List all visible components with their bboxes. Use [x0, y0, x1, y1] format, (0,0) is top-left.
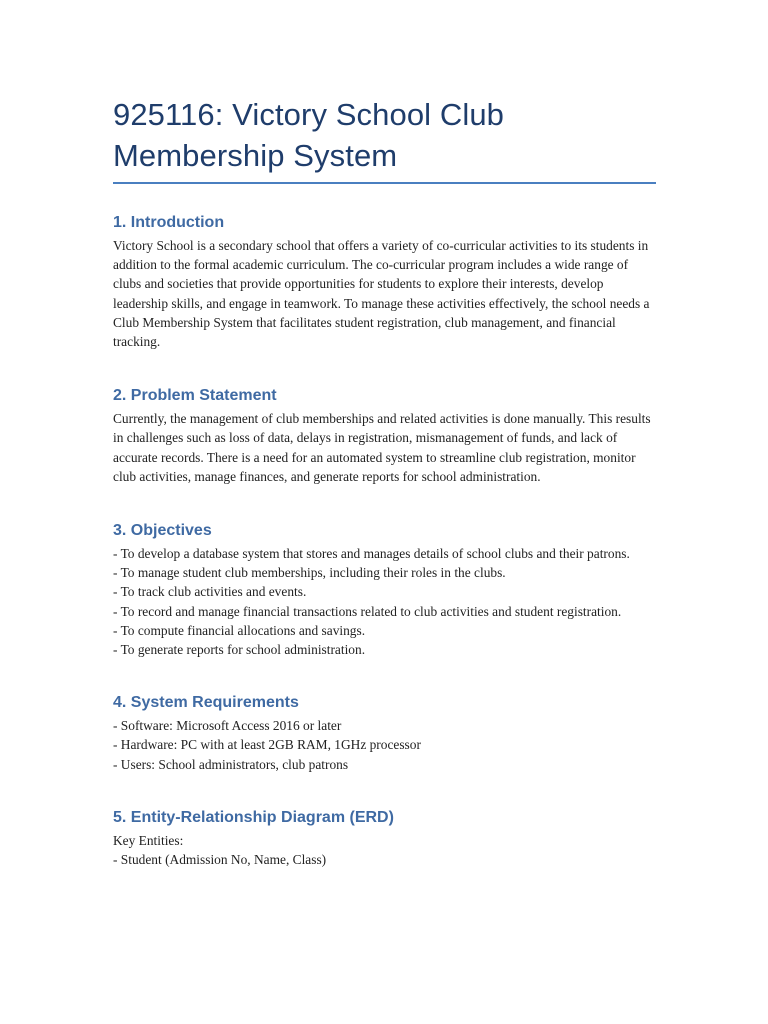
document-title: 925116: Victory School Club Membership System: [113, 97, 505, 173]
section-heading-system-requirements: 4. System Requirements: [113, 694, 299, 712]
section-erd: [113, 808, 656, 869]
requirement-item: - Software: Microsoft Access 2016 or later: [113, 718, 342, 734]
objective-item: - To generate reports for school administration.: [113, 642, 366, 658]
section-system-requirements: [113, 693, 656, 774]
problem-statement-paragraph: Currently, the management of club memberships and related activities is done manually. This results in challenges such as loss of data, delays in registration, mismanagement of funds, and lack of accurate records. There is a need for an automated system to streamline club registration, monitor club activities, manage finances, and generate reports for school administration.: [113, 411, 651, 484]
objective-item: - To record and manage financial transactions related to club activities and student registration.: [113, 603, 622, 619]
erd-entity-item: - Student (Admission No, Name, Class): [113, 852, 327, 868]
section-problem-statement: [113, 386, 656, 486]
objective-item: - To track club activities and events.: [113, 584, 307, 600]
section-heading-objectives: 3. Objectives: [113, 522, 212, 540]
erd-intro-text: Key Entities:: [113, 832, 184, 848]
requirement-item: - Hardware: PC with at least 2GB RAM, 1GHz processor: [113, 737, 421, 753]
section-heading-problem-statement: 2. Problem Statement: [113, 387, 277, 405]
introduction-paragraph: Victory School is a secondary school that offers a variety of co-curricular activities to its students in addition to the formal academic curriculum. The co-curricular program includes a wide range of clubs and societies that provide opportunities for students to explore their interests, develop leadership skills, and engage in teamwork. To manage these activities effectively, the school needs a Club Membership System that facilitates student registration, club management, and financial tracking.: [113, 238, 650, 350]
title-divider: [113, 182, 656, 184]
objective-item: - To develop a database system that stores and manages details of school clubs and their patrons.: [113, 546, 630, 562]
section-objectives: [113, 521, 656, 659]
requirement-item: - Users: School administrators, club patrons: [113, 756, 349, 772]
section-heading-introduction: 1. Introduction: [113, 214, 225, 231]
section-heading-erd: 5. Entity-Relationship Diagram (ERD): [113, 808, 394, 826]
section-introduction: [113, 213, 656, 351]
objective-item: - To compute financial allocations and savings.: [113, 622, 366, 638]
objective-item: - To manage student club memberships, including their roles in the clubs.: [113, 565, 506, 581]
